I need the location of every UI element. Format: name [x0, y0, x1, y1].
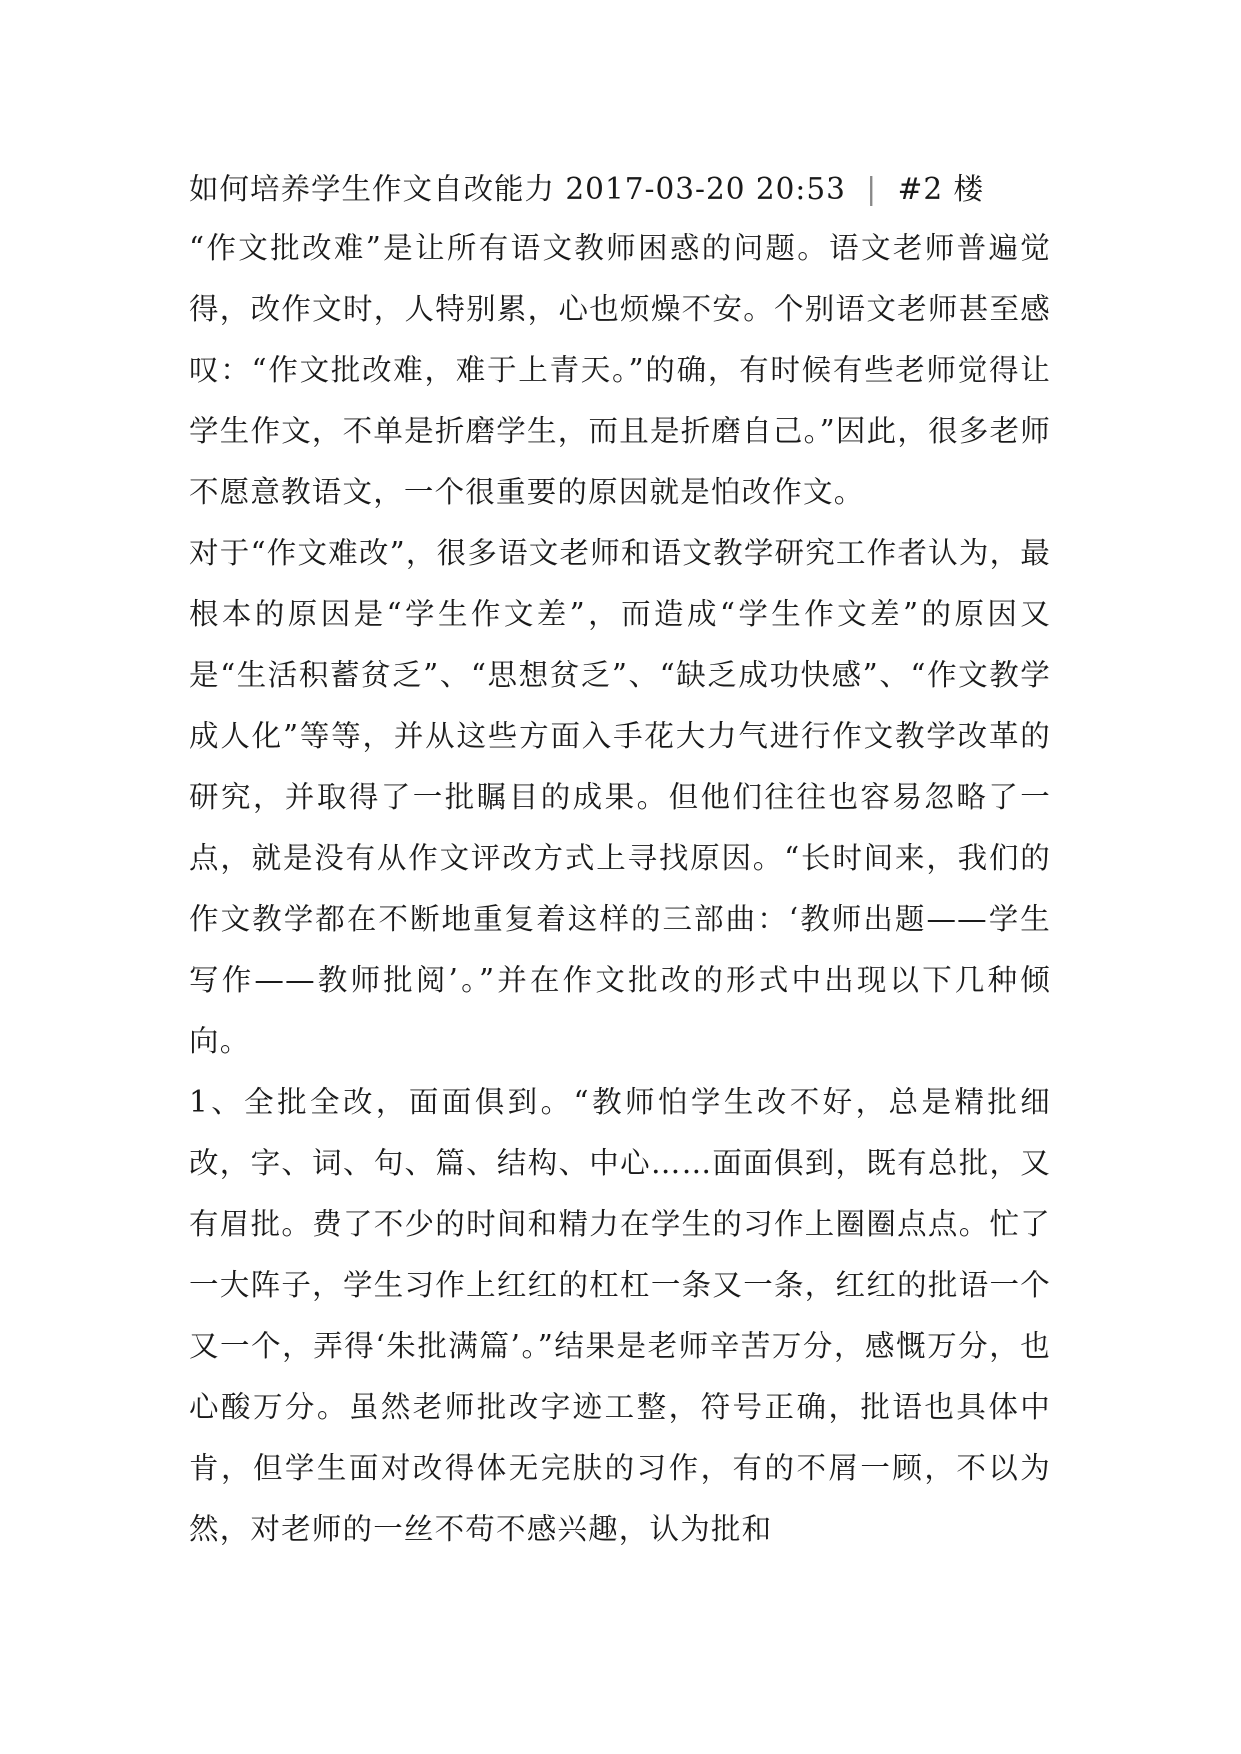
- post-header: [189, 160, 1051, 218]
- paragraph-point-1: 1、全批全改，面面俱到。“教师怕学生改不好，总是精批细改，字、词、句、篇、结构、中心……面面俱到，既有总批，又有眉批。费了不少的时间和精力在学生的习作上圈圈点点。忙了一大阵子，学生习作上红红的杠杠一条又一条，红红的批语一个又一个，弄得‘朱批满篇’。”结果是老师辛苦万分，感慨万分，也心酸万分。虽然老师批改字迹工整，符号正确，批语也具体中肯，但学生面对改得体无完肤的习作，有的不屑一顾，不以为然，对老师的一丝不苟不感兴趣，认为批和: [189, 1085, 1051, 1546]
- post-timestamp: 2017-03-20 20:53: [565, 172, 846, 206]
- post-floor-number: #2 楼: [897, 172, 984, 206]
- paragraph-intro: “作文批改难”是让所有语文教师困惑的问题。语文老师普遍觉得，改作文时，人特别累，心也烦燥不安。个别语文老师甚至感叹：“作文批改难，难于上青天。”的确，有时候有些老师觉得让学生作文，不单是折磨学生，而且是折磨自己。”因此，很多老师不愿意教语文，一个很重要的原因就是怕改作文。: [189, 231, 1051, 509]
- paragraph-causes: 对于“作文难改”，很多语文老师和语文教学研究工作者认为，最根本的原因是“学生作文差”，而造成“学生作文差”的原因又是“生活积蓄贫乏”、“思想贫乏”、“缺乏成功快感”、“作文教学成人化”等等，并从这些方面入手花大力气进行作文教学改革的研究，并取得了一批瞩目的成果。但他们往往也容易忽略了一点，就是没有从作文评改方式上寻找原因。“长时间来，我们的作文教学都在不断地重复着这样的三部曲：‘教师出题——学生写作——教师批阅’。”并在作文批改的形式中出现以下几种倾向。: [189, 536, 1051, 1058]
- document-body: [189, 160, 1051, 1560]
- header-separator: |: [866, 172, 878, 206]
- post-title: 如何培养学生作文自改能力: [189, 172, 556, 206]
